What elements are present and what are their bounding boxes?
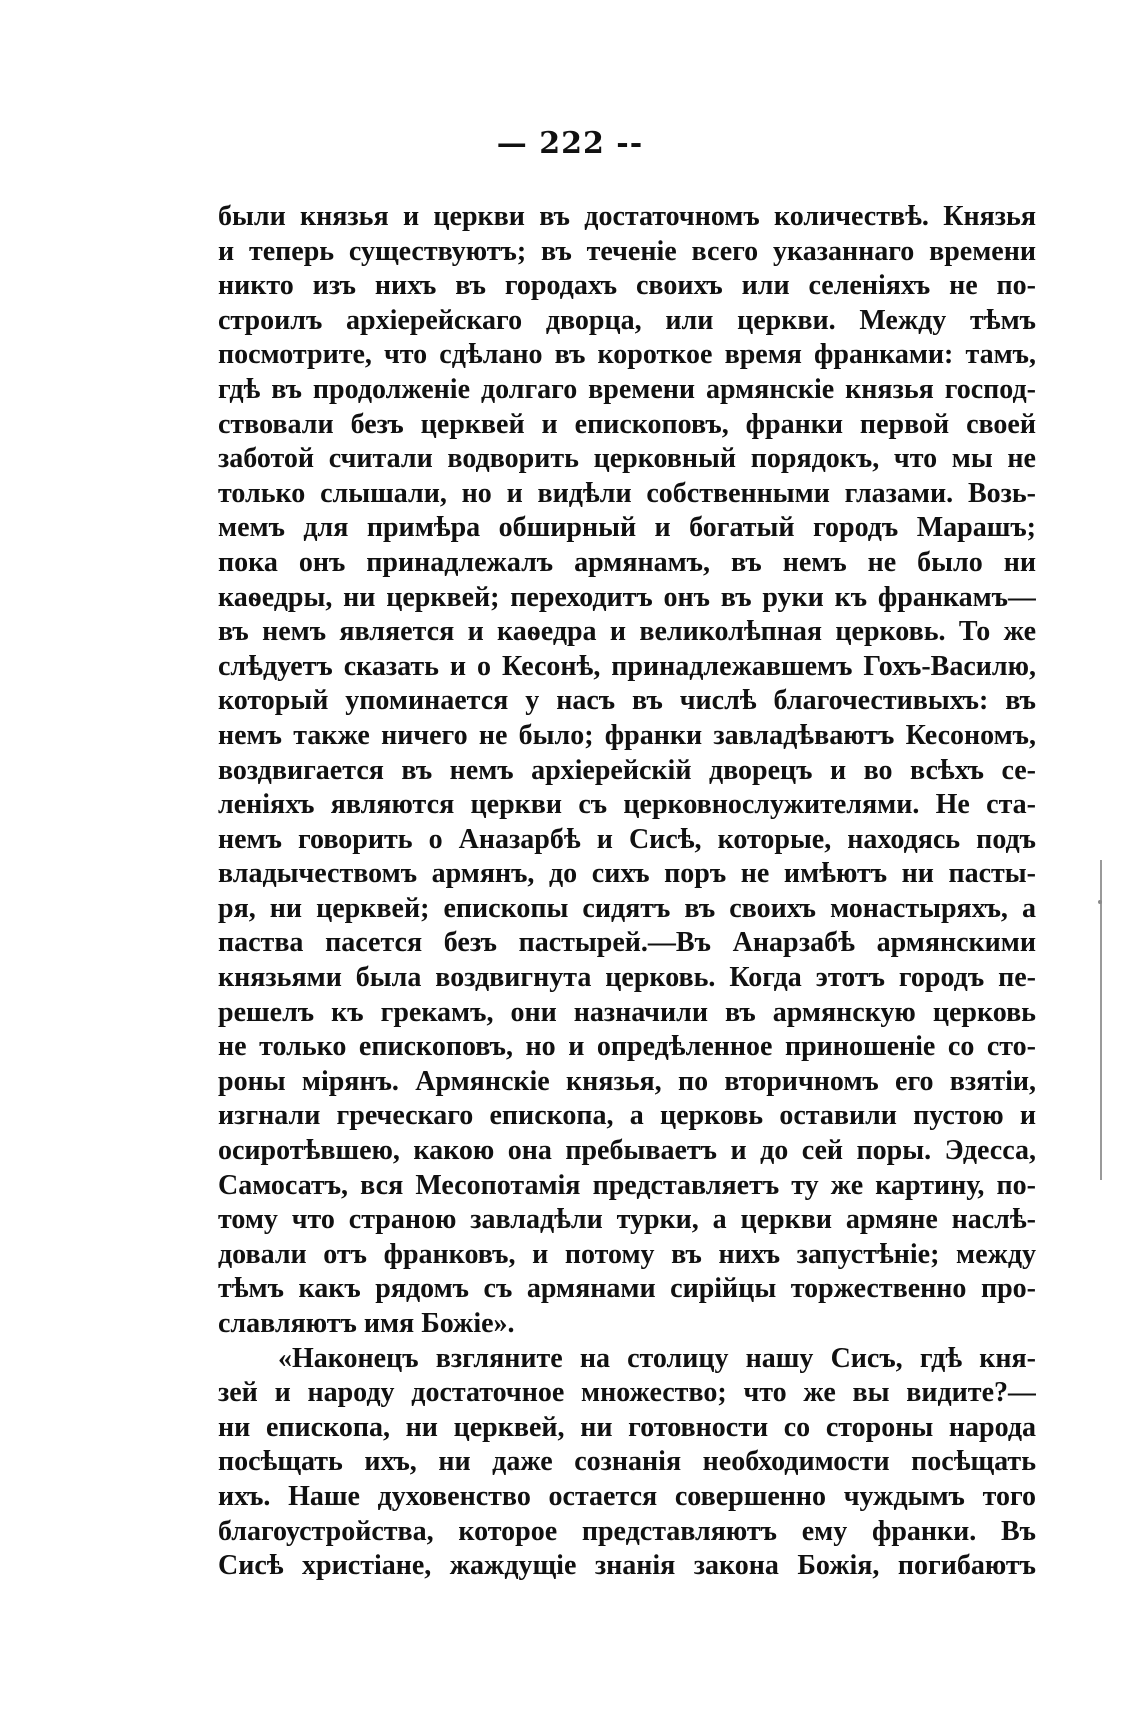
text-line: изгнали греческаго епископа, а церковь оставили пустою и: [218, 1100, 1036, 1132]
paragraph: [218, 1342, 1036, 1584]
text-line: князьями была воздвигнута церковь. Когда этотъ городъ пе-: [218, 962, 1036, 994]
text-line: не только епископовъ, но и опредѣленное приношеніе со сто-: [218, 1031, 1036, 1063]
text-line: довали отъ франковъ, и потому въ нихъ запустѣніе; между: [218, 1238, 1036, 1270]
text-line: только слышали, но и видѣли собственными глазами. Возь-: [218, 477, 1036, 509]
page-number: — 222 --: [496, 126, 644, 161]
text-line: мемъ для примѣра обширный и богатый городъ Марашъ;: [218, 512, 1036, 544]
text-line: славляютъ имя Божіе».: [218, 1308, 515, 1339]
text-line: гдѣ въ продолженіе долгаго времени армянскіе князья господ-: [218, 373, 1036, 405]
text-line: пока онъ принадлежалъ армянамъ, въ немъ не было ни: [218, 546, 1036, 578]
text-line: заботой считали водворить церковный порядокъ, что мы не: [218, 443, 1036, 475]
text-line: и теперь существуютъ; въ теченіе всего указаннаго времени: [218, 235, 1036, 267]
text-line: «Наконецъ взгляните на столицу нашу Сисъ, гдѣ кня-: [278, 1342, 1036, 1374]
text-line: паства пасется безъ пастырей.—Въ Анарзабѣ армянскими: [218, 927, 1036, 959]
text-line: ря, ни церквей; епископы сидятъ въ своихъ монастыряхъ, а: [218, 892, 1036, 924]
text-line: посмотрите, что сдѣлано въ короткое время франками: тамъ,: [218, 339, 1036, 371]
text-line: немъ говорить о Аназарбѣ и Сисѣ, которые, находясь подъ: [218, 823, 1036, 855]
body-text: [218, 200, 1036, 1584]
text-line: тому что страною завладѣли турки, а церкви армяне наслѣ-: [218, 1204, 1036, 1236]
text-line: Сисѣ христіане, жаждущіе знанія закона Божія, погибаютъ: [218, 1550, 1036, 1582]
text-line: посѣщать ихъ, ни даже сознанія необходимости посѣщать: [218, 1446, 1036, 1478]
text-line: немъ также ничего не было; франки завладѣваютъ Кесономъ,: [218, 719, 1036, 751]
text-line: леніяхъ являются церкви съ церковнослужителями. Не ста-: [218, 789, 1036, 821]
text-line: решелъ къ грекамъ, они назначили въ армянскую церковь: [218, 996, 1036, 1028]
scan-speck: [1098, 900, 1102, 904]
text-line: ихъ. Наше духовенство остается совершенно чуждымъ того: [218, 1480, 1036, 1512]
text-line: строилъ архіерейскаго дворца, или церкви. Между тѣмъ: [218, 304, 1036, 336]
text-line: владычествомъ армянъ, до сихъ поръ не имѣютъ ни пасты-: [218, 858, 1036, 890]
text-line: были князья и церкви въ достаточномъ количествѣ. Князья: [218, 201, 1036, 232]
text-line: воздвигается въ немъ архіерейскій дворецъ и во всѣхъ се-: [218, 754, 1036, 786]
text-line: въ немъ является и каѳедра и великолѣпная церковь. То же: [218, 616, 1036, 648]
text-line: тѣмъ какъ рядомъ съ армянами сирійцы торжественно про-: [218, 1273, 1036, 1305]
text-line: каѳедры, ни церквей; переходитъ онъ въ руки къ франкамъ—: [218, 581, 1036, 613]
text-line: осиротѣвшею, какою она пребываетъ и до сей поры. Эдесса,: [218, 1135, 1036, 1167]
text-line: Самосатъ, вся Месопотамія представляетъ ту же картину, по-: [218, 1169, 1036, 1201]
text-line: роны мірянъ. Армянскіе князья, по вторичномъ его взятіи,: [218, 1065, 1036, 1097]
text-line: который упоминается у насъ въ числѣ благочестивыхъ: въ: [218, 685, 1036, 717]
paragraph: [218, 200, 1036, 1342]
text-line: ствовали безъ церквей и епископовъ, франки первой своей: [218, 408, 1036, 440]
text-line: никто изъ нихъ въ городахъ своихъ или селеніяхъ не по-: [218, 270, 1036, 302]
scan-margin-line: [1100, 860, 1102, 1180]
text-line: благоустройства, которое представляютъ ему франки. Въ: [218, 1515, 1036, 1547]
text-line: слѣдуетъ сказать и о Кесонѣ, принадлежавшемъ Гохъ-Василю,: [218, 650, 1036, 682]
text-line: зей и народу достаточное множество; что же вы видите?—: [218, 1377, 1036, 1409]
text-line: ни епископа, ни церквей, ни готовности со стороны народа: [218, 1411, 1036, 1443]
